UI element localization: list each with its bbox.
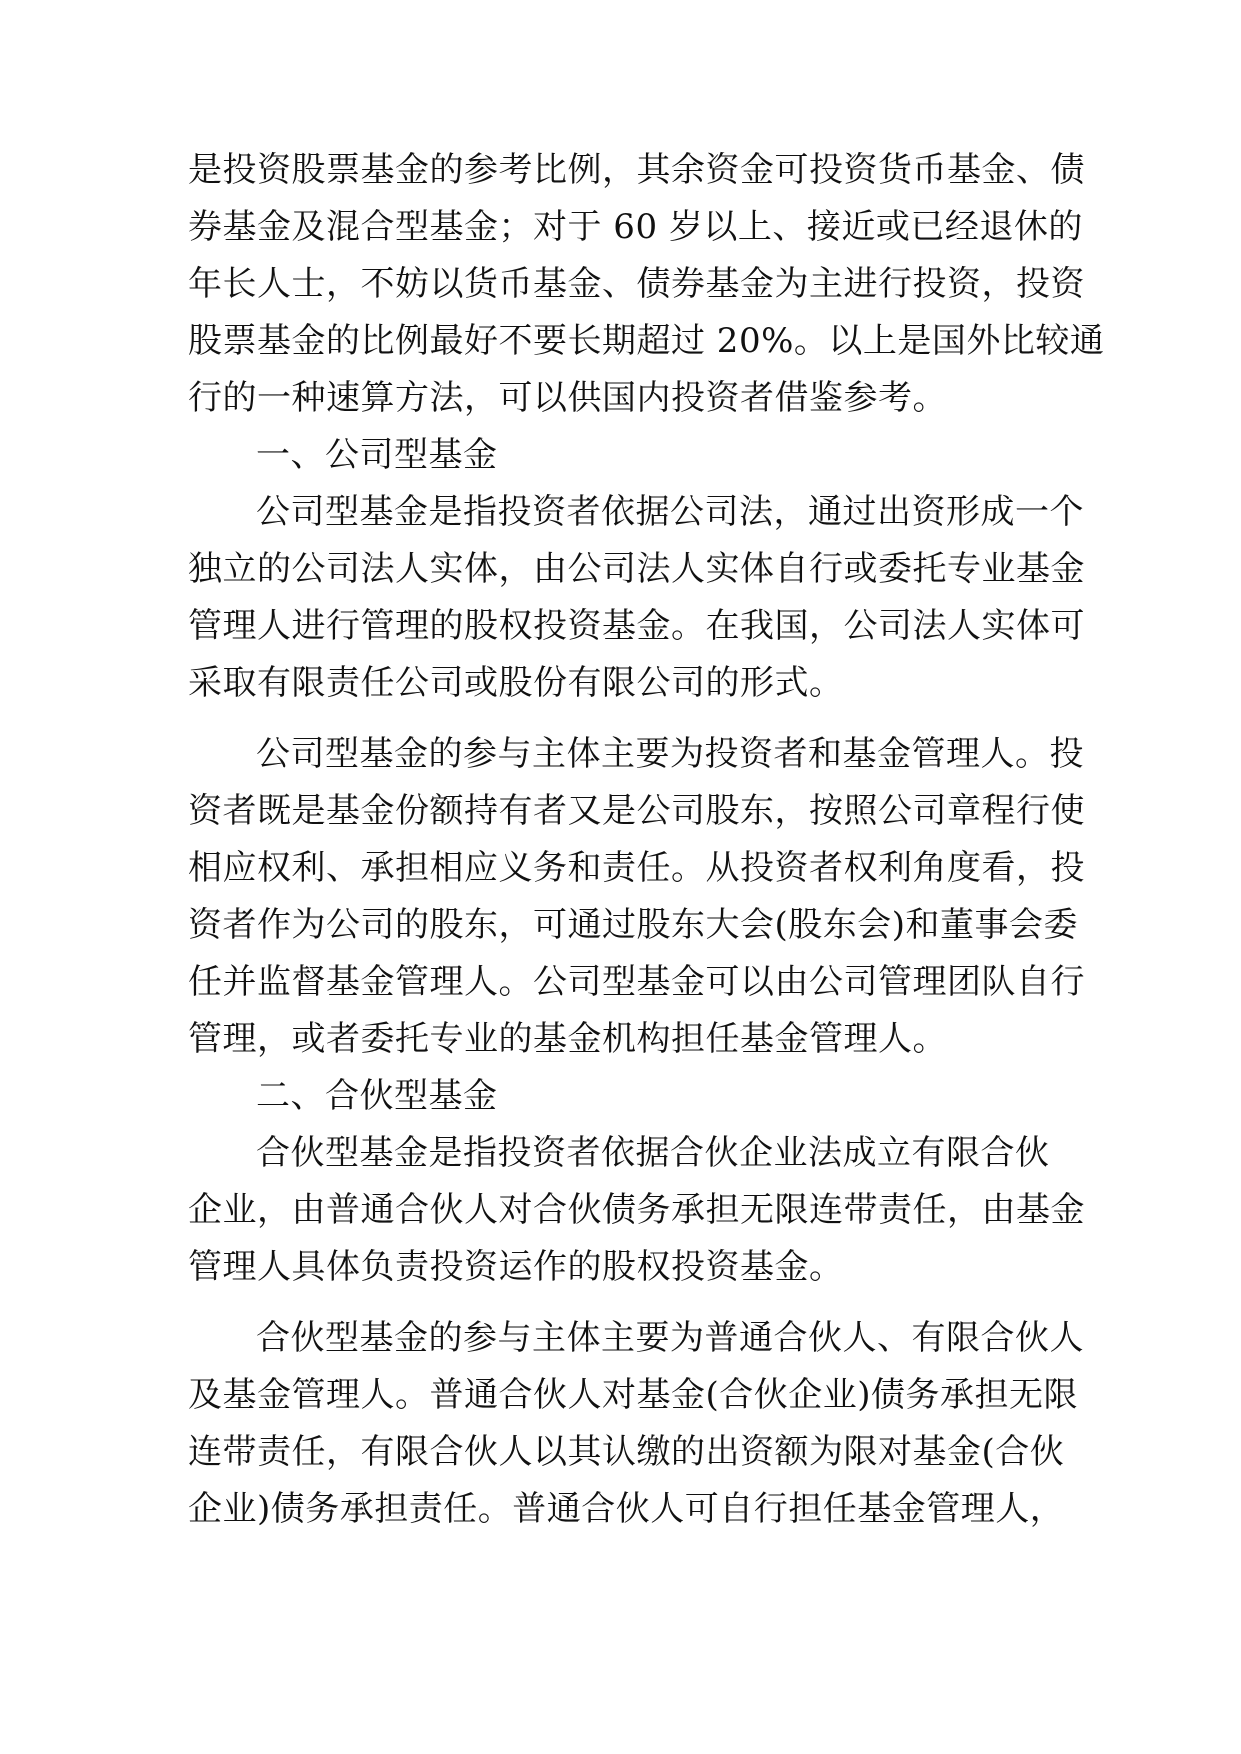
text-line: 企业，由普通合伙人对合伙债务承担无限连带责任，由基金 — [188, 1190, 1085, 1230]
text-line: 管理人具体负责投资运作的股权投资基金。 — [188, 1247, 844, 1287]
text-line: 管理人进行管理的股权投资基金。在我国，公司法人实体可 — [188, 606, 1085, 646]
text-line: 是投资股票基金的参考比例，其余资金可投资货币基金、债 — [188, 150, 1085, 190]
section-heading: 二、合伙型基金 — [256, 1076, 498, 1116]
text-line: 公司型基金是指投资者依据公司法，通过出资形成一个 — [256, 492, 1084, 532]
text-line: 独立的公司法人实体，由公司法人实体自行或委托专业基金 — [188, 549, 1085, 589]
text-line: 合伙型基金的参与主体主要为普通合伙人、有限合伙人 — [256, 1318, 1084, 1358]
text-line: 资者既是基金份额持有者又是公司股东，按照公司章程行使 — [188, 791, 1085, 831]
section-heading: 一、公司型基金 — [256, 435, 498, 475]
text-line: 管理，或者委托专业的基金机构担任基金管理人。 — [188, 1019, 947, 1059]
text-line: 任并监督基金管理人。公司型基金可以由公司管理团队自行 — [188, 962, 1085, 1002]
text-line: 资者作为公司的股东，可通过股东大会(股东会)和董事会委 — [188, 905, 1079, 945]
text-line: 企业)债务承担责任。普通合伙人可自行担任基金管理人， — [188, 1489, 1065, 1529]
text-line: 连带责任，有限合伙人以其认缴的出资额为限对基金(合伙 — [188, 1432, 1065, 1472]
text-line: 股票基金的比例最好不要长期超过 20%。以上是国外比较通 — [188, 321, 1105, 361]
text-line: 合伙型基金是指投资者依据合伙企业法成立有限合伙 — [256, 1133, 1050, 1173]
text-line: 公司型基金的参与主体主要为投资者和基金管理人。投 — [256, 734, 1084, 774]
text-line: 年长人士，不妨以货币基金、债券基金为主进行投资，投资 — [188, 264, 1085, 304]
text-line: 采取有限责任公司或股份有限公司的形式。 — [188, 663, 844, 703]
text-line: 行的一种速算方法，可以供国内投资者借鉴参考。 — [188, 378, 947, 418]
text-line: 及基金管理人。普通合伙人对基金(合伙企业)债务承担无限 — [188, 1375, 1079, 1415]
text-line: 相应权利、承担相应义务和责任。从投资者权利角度看，投 — [188, 848, 1085, 888]
text-line: 券基金及混合型基金；对于 60 岁以上、接近或已经退休的 — [188, 207, 1083, 247]
